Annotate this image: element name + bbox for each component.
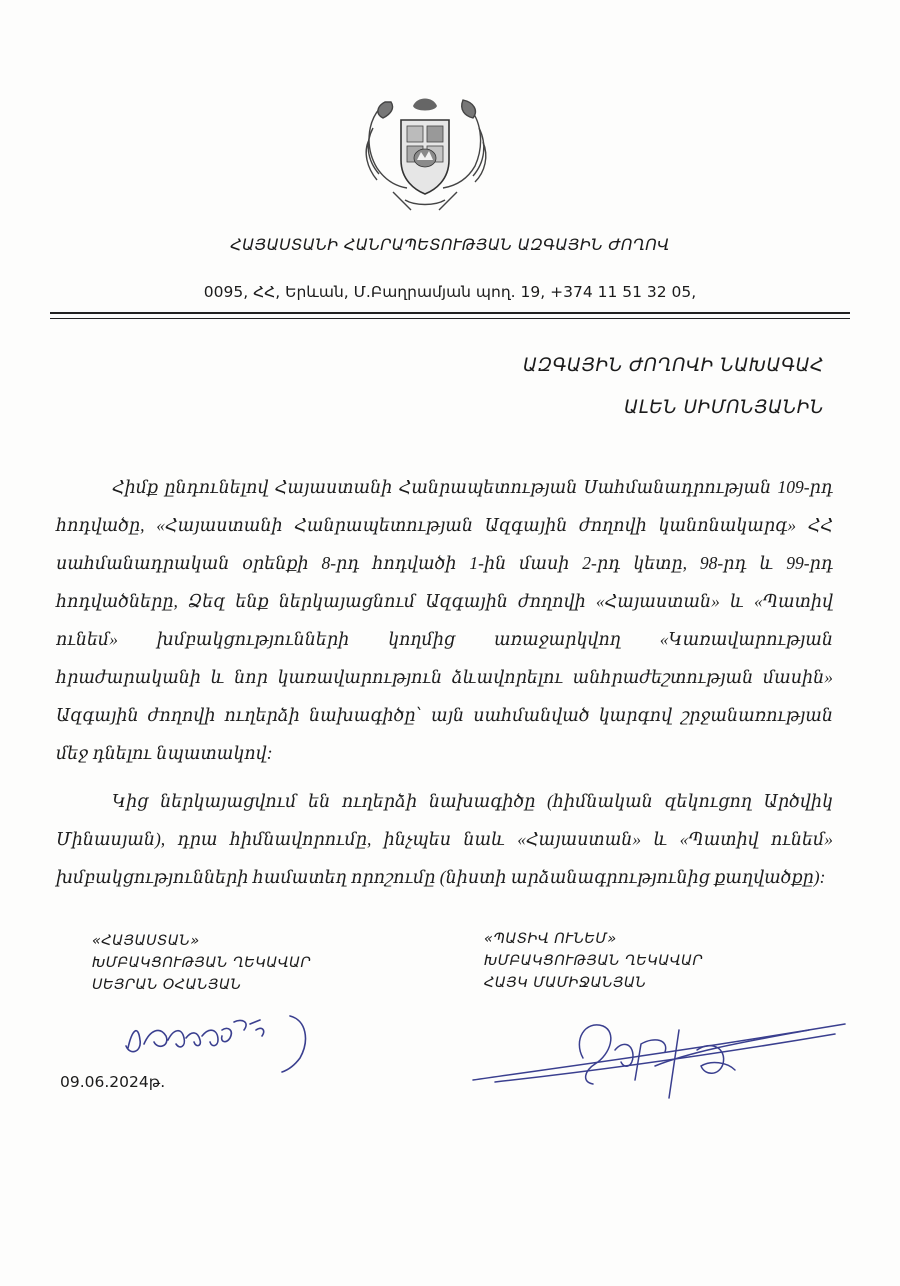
organization-name: ՀԱՅԱՍՏԱՆԻ ՀԱՆՐԱՊԵՏՈՒԹՅԱՆ ԱԶԳԱՅԻՆ ԺՈՂՈՎ — [230, 235, 670, 254]
signatory-left-role: ԽՄԲԱԿՑՈՒԹՅԱՆ ՂԵԿԱՎԱՐ — [92, 955, 312, 971]
organization-address: 0095, ՀՀ, Երևան, Մ.Բաղրամյան պող. 19, +374 11 51 32 05, — [203, 283, 697, 301]
signature-left — [110, 1000, 320, 1080]
signatory-right-role: ԽՄԲԱԿՑՈՒԹՅԱՆ ՂԵԿԱՎԱՐ — [484, 953, 704, 969]
body-paragraph-2: Կից ներկայացվում են ուղերձի նախագիծը (հիմնական զեկուցող Արծվիկ Մինասյան), դրա հիմնավորումը, ինչպես նաև «Հայաստան» և «Պատիվ ունեմ» խմբակցությունների համատեղ որոշումը (նիստի արձանագրությունից քաղվածքը): — [56, 791, 833, 887]
signatory-left — [92, 930, 311, 996]
signatory-right — [484, 928, 703, 994]
signatory-right-name: ՀԱՅԿ ՄԱՄԻՋԱՆՅԱՆ — [484, 975, 647, 991]
document-date: 09.06.2024թ. — [60, 1073, 166, 1091]
signatory-left-name: ՍԵՅՐԱՆ ՕՀԱՆՅԱՆ — [92, 977, 242, 993]
signature-right — [465, 1010, 855, 1105]
signatory-left-faction: «ՀԱՅԱՍՏԱՆ» — [92, 933, 200, 949]
signatory-right-faction: «ՊԱՏԻՎ ՈՒՆԵՄ» — [484, 931, 617, 947]
recipient-title: ԱԶԳԱՅԻՆ ԺՈՂՈՎԻ ՆԱԽԱԳԱՀ — [523, 355, 824, 376]
recipient-name: ԱԼԵՆ ՍԻՄՈՆՅԱՆԻՆ — [624, 397, 824, 418]
header-divider-thin — [50, 318, 850, 319]
letter-body — [56, 468, 833, 896]
header-divider-thick — [50, 312, 850, 314]
armenia-coat-of-arms-icon — [355, 88, 495, 218]
body-paragraph-1: Հիմք ընդունելով Հայաստանի Հանրապետության Սահմանադրության 109-րդ հոդվածը, «Հայաստանի Հանրապետության Ազգային ժողովի կանոնակարգ» ՀՀ սահմանադրական օրենքի 8-րդ հոդվածի 1-ին մասի 2-րդ կետը, 98-րդ և 99-րդ հոդվածները, Ձեզ ենք ներկայացնում Ազգային ժողովի «Հայաստան» և «Պատիվ ունեմ» խմբակցությունների կողմից առաջարկվող «Կառավարության հրաժարականի և նոր կառավարություն ձևավորելու անհրաժեշտության մասին» Ազգային ժողովի ուղերձի նախագիծը՝ այն սահմանված կարգով շրջանառության մեջ դնելու նպատակով: — [56, 477, 833, 763]
